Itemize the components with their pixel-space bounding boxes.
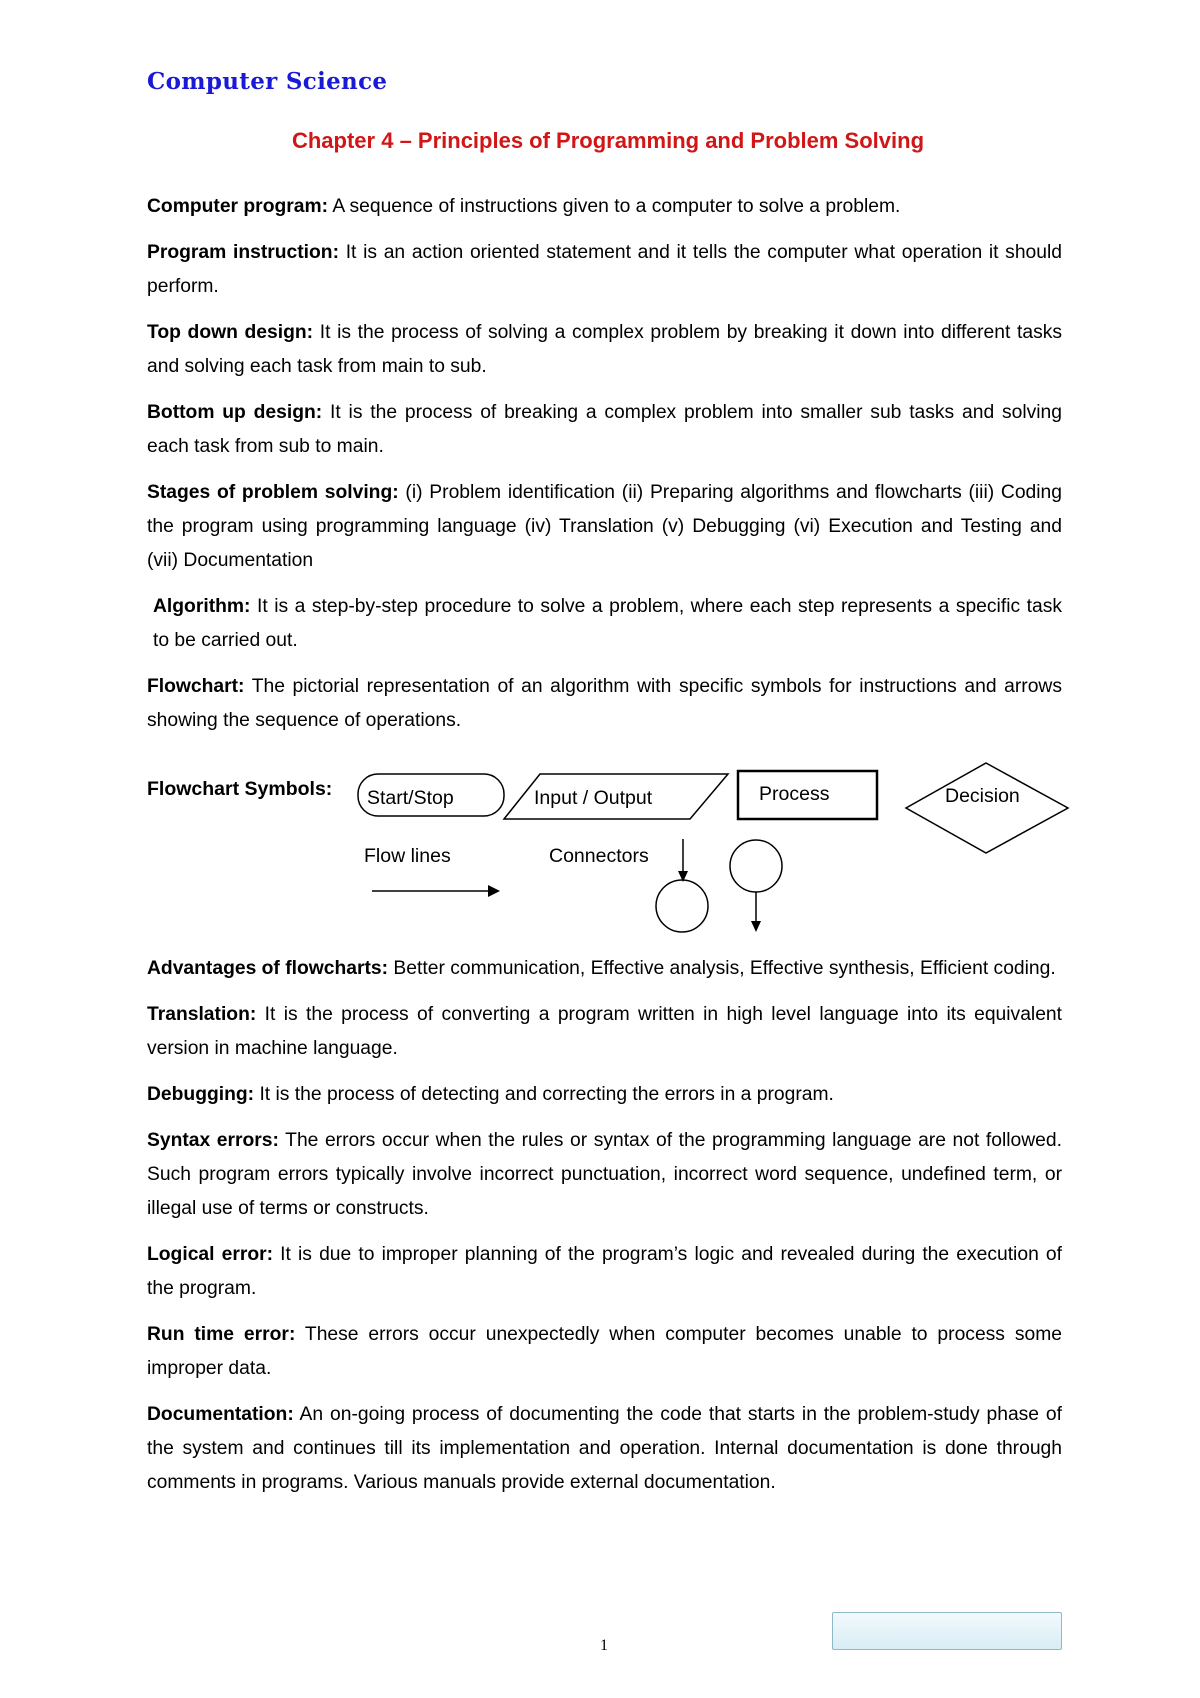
term: Logical error: xyxy=(147,1244,274,1265)
definition-translation xyxy=(147,998,1062,1066)
definition-run-time-error xyxy=(147,1318,1062,1386)
definition-text: It is the process of detecting and correcting the errors in a program. xyxy=(254,1084,834,1105)
definition-text: Better communication, Effective analysis, Effective synthesis, Efficient coding. xyxy=(388,958,1056,979)
connectors-label: Connectors xyxy=(549,845,649,867)
definition-text: These errors occur unexpectedly when computer becomes unable to process some improper data. xyxy=(147,1324,1062,1379)
page-number: 1 xyxy=(600,1637,608,1654)
definition-text: The errors occur when the rules or syntax of the programming language are not followed. Such program errors typically involve incorrect punctuation, incorrect word sequence, undefined term, or illegal use of terms or constructs. xyxy=(147,1130,1062,1219)
chapter-title: Chapter 4 – Principles of Programming and Problem Solving xyxy=(291,128,925,153)
definition-syntax-errors xyxy=(147,1124,1062,1226)
definition-text: It is due to improper planning of the program’s logic and revealed during the execution of the program. xyxy=(147,1244,1062,1299)
definition-advantages-of-flowcharts xyxy=(147,952,1062,986)
term: Flowchart: xyxy=(147,676,245,697)
definition-text: It is the process of solving a complex problem by breaking it down into different tasks and solving each task from main to sub. xyxy=(147,322,1062,377)
definition-stages-of-problem-solving xyxy=(147,476,1062,578)
footer-badge xyxy=(832,1612,1062,1650)
flowchart-symbols-svg xyxy=(0,750,1200,938)
definition-algorithm xyxy=(147,590,1062,658)
term: Algorithm: xyxy=(153,596,251,617)
flow-line-arrowhead-icon xyxy=(488,885,500,897)
flow-lines-label: Flow lines xyxy=(364,845,451,867)
term: Syntax errors: xyxy=(147,1130,279,1151)
connector-in-circle-shape xyxy=(656,880,708,932)
definition-text: (i) Problem identification (ii) Preparing algorithms and flowcharts (iii) Coding the program using programming language (iv) Translation (v) Debugging (vi) Execution and Testing and (vii) Documentation xyxy=(147,482,1063,571)
decision-diamond-shape xyxy=(906,763,1068,853)
flowchart-symbols-diagram xyxy=(147,750,1062,938)
term: Top down design: xyxy=(147,322,314,343)
definition-text: An on-going process of documenting the code that starts in the problem-study phase of the system and continues till its implementation and operation. Internal documentation is done through comments in programs. Various manuals provide external documentation. xyxy=(147,1404,1062,1493)
definition-text: A sequence of instructions given to a computer to solve a problem. xyxy=(328,196,901,217)
start-stop-label: Start/Stop xyxy=(367,787,454,809)
definition-text: The pictorial representation of an algorithm with specific symbols for instructions and arrows showing the sequence of operations. xyxy=(147,676,1062,731)
definition-text: It is the process of breaking a complex problem into smaller sub tasks and solving each task from sub to main. xyxy=(147,402,1063,457)
definition-debugging xyxy=(147,1078,1062,1112)
term: Computer program: xyxy=(147,196,329,217)
decision-label: Decision xyxy=(945,785,1020,807)
definition-top-down-design xyxy=(147,316,1062,384)
term: Program instruction: xyxy=(147,242,340,263)
input-output-label: Input / Output xyxy=(534,787,653,809)
definition-computer-program xyxy=(147,190,1062,224)
definition-flowchart xyxy=(147,670,1062,738)
definition-bottom-up-design xyxy=(147,396,1062,464)
term: Advantages of flowcharts: xyxy=(147,958,389,979)
connector-out-circle-shape xyxy=(730,840,782,892)
definition-logical-error xyxy=(147,1238,1062,1306)
definition-text: It is an action oriented statement and it tells the computer what operation it should perform. xyxy=(147,242,1062,297)
term: Bottom up design: xyxy=(147,402,323,423)
term: Debugging: xyxy=(147,1084,255,1105)
subject-heading: Computer Science xyxy=(147,68,388,95)
definition-text: It is the process of converting a program written in high level language into its equivalent version in machine language. xyxy=(147,1004,1062,1059)
term: Documentation: xyxy=(147,1404,294,1425)
document-body xyxy=(147,190,1062,1512)
process-label: Process xyxy=(759,783,830,805)
definition-text: It is a step-by-step procedure to solve a problem, where each step represents a specific task to be carried out. xyxy=(153,596,1062,651)
definition-program-instruction xyxy=(147,236,1062,304)
flowchart-symbols-label: Flowchart Symbols: xyxy=(147,778,333,800)
term: Translation: xyxy=(147,1004,257,1025)
term: Stages of problem solving: xyxy=(147,482,399,503)
term: Run time error: xyxy=(147,1324,296,1345)
connector-out-arrowhead-icon xyxy=(751,921,761,932)
definition-documentation xyxy=(147,1398,1062,1500)
